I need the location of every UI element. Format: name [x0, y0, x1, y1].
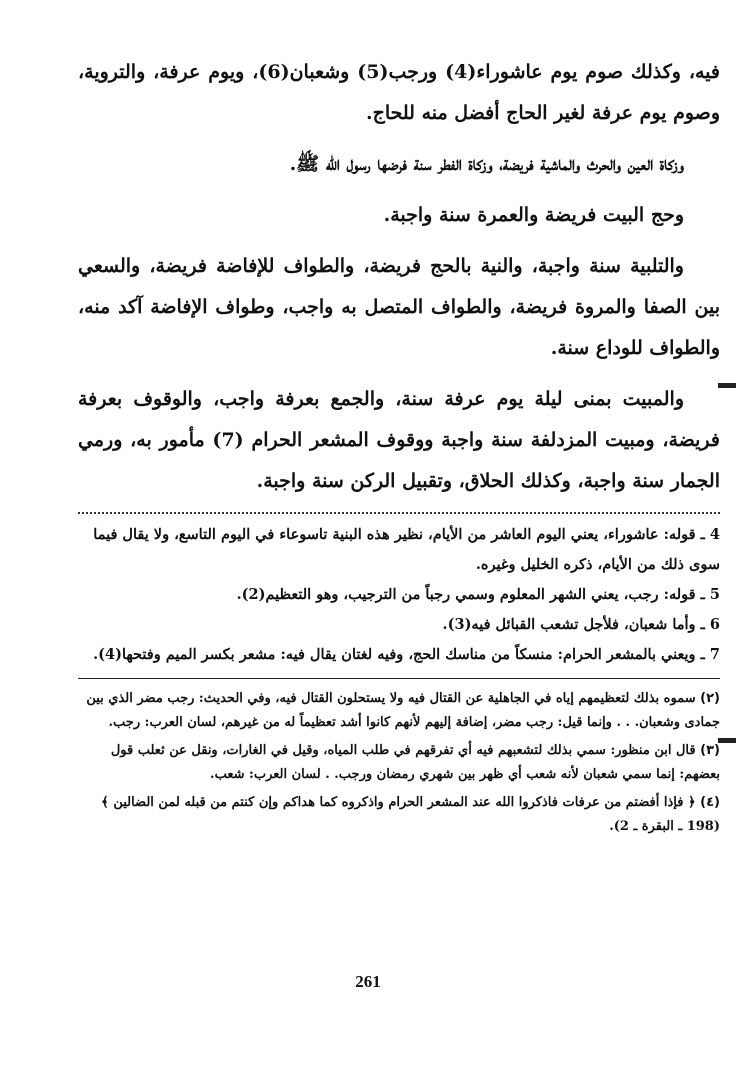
page-number: 261	[355, 972, 381, 991]
paragraph-hajj: وحج البيت فريضة والعمرة سنة واجبة.	[383, 204, 684, 226]
scan-edge-mark	[718, 383, 736, 388]
footnote-rule	[78, 678, 720, 679]
note-shaban: 6 ـ وأما شعبان، فلأجل تشعب القبائل فيه(3).	[442, 616, 720, 633]
footnote-mark: (٢)	[700, 691, 720, 706]
scan-edge-mark	[718, 738, 736, 743]
paragraph-talbiya: والتلبية سنة واجبة، والنية بالحج فريضة، والطواف للإفاضة فريضة، والسعي بين الصفا والمروة فريضة، والطواف المتصل به واجب، وطواف الإفاضة آكد منه، والطواف للوداع سنة.	[78, 255, 720, 359]
main-text	[78, 52, 720, 502]
footnote-2	[78, 687, 720, 735]
paragraph-fasting: فيه، وكذلك صوم يوم عاشوراء(4) ورجب(5) وشعبان(6)، ويوم عرفة، والتروية، وصوم يوم عرفة لغير الحاج أفضل منه للحاج.	[78, 61, 720, 124]
footnote-3	[78, 739, 720, 787]
paragraph-mina: والمبيت بمنى ليلة يوم عرفة سنة، والجمع بعرفة واجب، والوقوف بعرفة فريضة، ومبيت المزدلفة سنة واجبة ووقوف المشعر الحرام (7) مأمور به، ورمي الجمار سنة واجبة، وكذلك الحلاق، وتقبيل الركن سنة واجبة.	[78, 388, 720, 492]
paragraph-zakat: وزكاة العين والحرث والماشية فريضة، وزكاة الفطر سنة فرضها رسول الله ﷺ.	[289, 153, 684, 175]
footnote-text: سموه بذلك لتعظيمهم إياه في الجاهلية عن القتال فيه ولا يستحلون القتال فيه، وفي الحديث: رجب مضر الذي بين جمادى وشعبان. . . وإنما قيل: رجب مضر، إضافة إليهم لأنهم كانوا أشد تعظيماً له من غيرهم، لسان العرب: رجب.	[86, 691, 720, 730]
footnote-mark: (٤)	[700, 795, 720, 810]
note-rajab: 5 ـ قوله: رجب، يعني الشهر المعلوم وسمي رجباً من الترجيب، وهو التعظيم(2).	[236, 586, 720, 603]
footnote-4	[78, 791, 720, 839]
author-notes	[78, 520, 720, 670]
footnote-text: ﴿ فإذا أفضتم من عرفات فاذكروا الله عند المشعر الحرام واذكروه كما هداكم وإن كنتم من قبله لمن الضالين ﴾ (198 ـ البقرة ـ 2).	[101, 795, 720, 834]
footnotes	[78, 687, 720, 839]
dotted-divider	[78, 512, 720, 514]
footnote-mark: (٣)	[700, 743, 720, 758]
document-page	[78, 52, 720, 843]
footnote-text: قال ابن منظور: سمي بذلك لتشعبهم فيه أي تفرقهم في طلب المياه، وقيل في الغارات، ونقل عن ثعلب قول بعضهم: إنما سمي شعبان لأنه شعب أي ظهر بين شهري رمضان ورجب. . لسان العرب: شعب.	[110, 743, 720, 782]
note-ashura: 4 ـ قوله: عاشوراء، يعني اليوم العاشر من الأيام، نظير هذه البنية تاسوعاء في اليوم التاسع، ولا يقال فيما سوى ذلك من الأيام، ذكره الخليل وغيره.	[93, 526, 720, 573]
note-mashar: 7 ـ ويعني بالمشعر الحرام: منسكاً من مناسك الحج، وفيه لغتان يقال فيه: مشعر بكسر الميم وفتحها(4).	[93, 646, 720, 663]
